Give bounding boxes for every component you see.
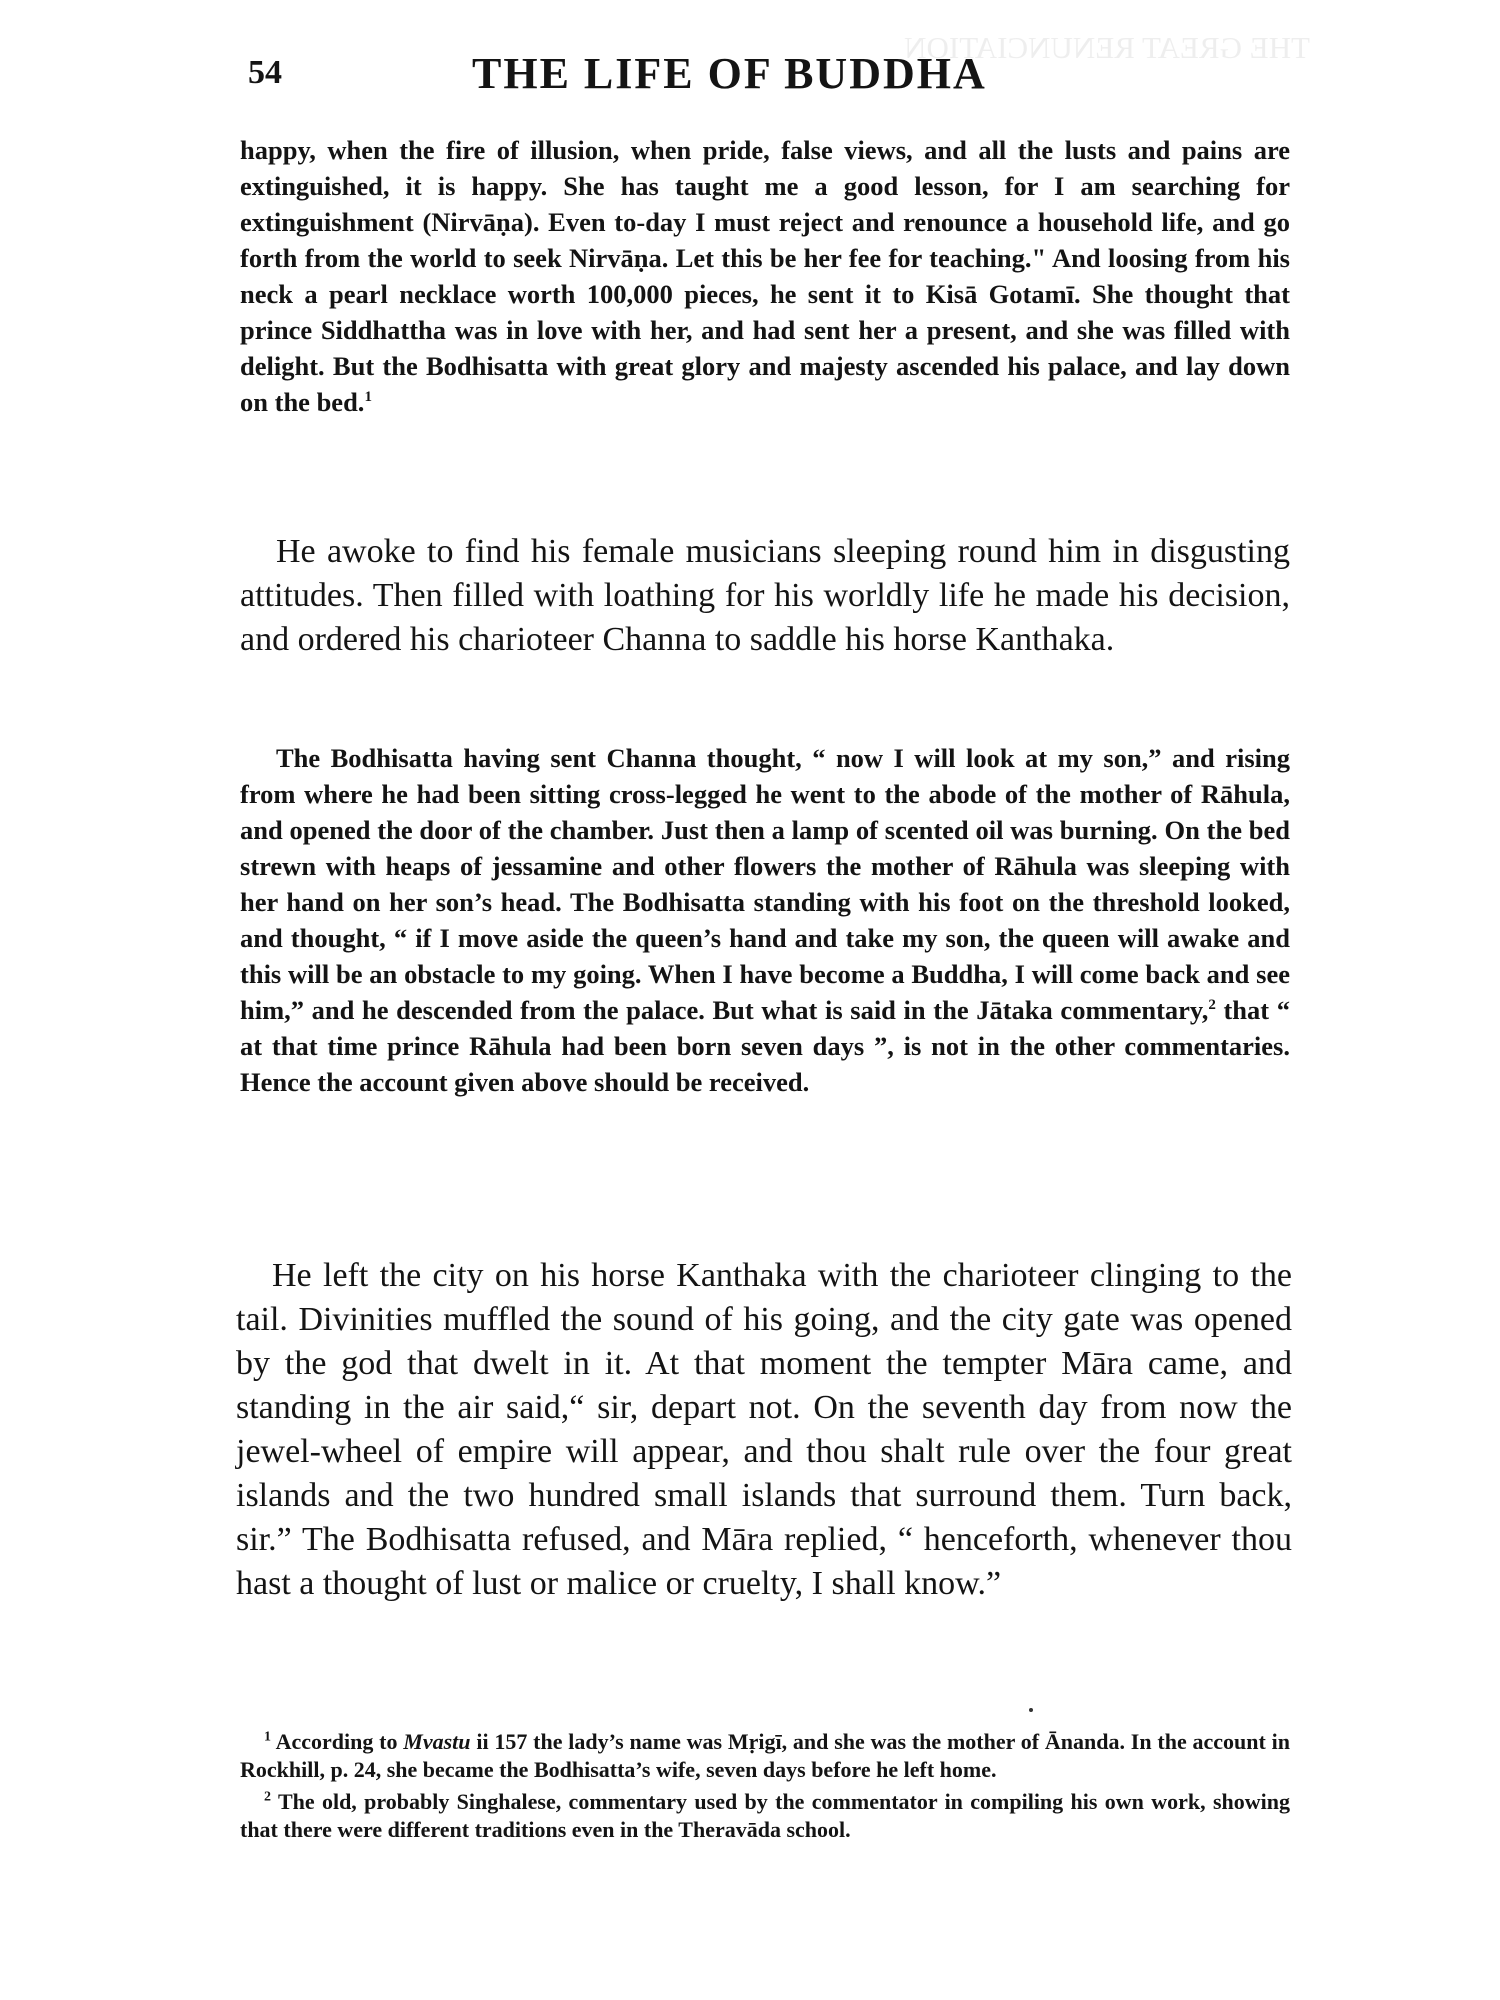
footnote-text: The old, probably Singhalese, commentary used by the commentator in compiling his own work, showing that there were different traditions even in the Theravāda school. <box>240 1789 1290 1842</box>
summary-paragraph-departure <box>236 1254 1292 1606</box>
paragraph-text: He awoke to find his female musicians sleeping round him in disgusting attitudes. Then filled with loathing for his worldly life he made his decision, and ordered his charioteer Channa to saddle his horse Kanthaka. <box>240 533 1290 658</box>
ink-speck <box>1029 1708 1033 1712</box>
footnote-source-title: Mvastu <box>403 1729 471 1754</box>
footnotes <box>240 1728 1290 1848</box>
paragraph-text: He left the city on his horse Kanthaka with the charioteer clinging to the tail. Divinities muffled the sound of his going, and the city gate was opened by the god that dwelt in it. At that moment the tempter Māra came, and standing in the air said,“ sir, depart not. On the seventh day from now the jewel-wheel of empire will appear, and thou shalt rule over the four great islands and the two hundred small islands that surround them. Turn back, sir.” The Bodhisatta refused, and Māra replied, “ henceforth, whenever thou hast a thought of lust or malice or cruelty, I shall know.” <box>236 1257 1292 1602</box>
summary-paragraph-awakening <box>240 530 1290 662</box>
footnote-text: ii 157 the lady’s name was Mṛigī, and she was the mother of Ānanda. In the account in Rockhill, p. 24, she became the Bodhisatta’s wife, seven days before he left home. <box>240 1729 1290 1782</box>
paragraph-continued <box>240 132 1290 420</box>
page-header <box>248 48 1288 108</box>
paragraph-text: that “ at that time prince Rāhula had been born seven days ”, is not in the other commentaries. Hence the account given above should be received. <box>240 995 1290 1097</box>
paragraph-rahula <box>240 740 1290 1100</box>
running-title: THE LIFE OF BUDDHA <box>472 49 987 98</box>
footnote-mark: 1 <box>264 1729 271 1745</box>
footnote-text: According to <box>271 1729 404 1754</box>
bleed-through-line: THE GREAT RENUNCIATION <box>904 30 1310 65</box>
paragraph-text: The Bodhisatta having sent Channa thought, “ now I will look at my son,” and rising from where he had been sitting cross-legged he went to the abode of the mother of Rāhula, and opened the door of the chamber. Just then a lamp of scented oil was burning. On the bed strewn with heaps of jessamine and other flowers the mother of Rāhula was sleeping with her hand on her son’s head. The Bodhisatta standing with his foot on the threshold looked, and thought, “ if I move aside the queen’s hand and take my son, the queen will awake and this will be an obstacle to my going. When I have become a Buddha, I will come back and see him,” and he descended from the palace. But what is said in the Jātaka commentary, <box>240 743 1290 1025</box>
footnote-ref-1: 1 <box>364 389 372 406</box>
footnote-1 <box>240 1728 1290 1784</box>
paragraph-text: happy, when the fire of illusion, when pride, false views, and all the lusts and pains are extinguished, it is happy. She has taught me a good lesson, for I am searching for extinguishment (Nirvāṇa). Even to-day I must reject and renounce a household life, and go forth from the world to seek Nirvāṇa. Let this be her fee for teaching." And loosing from his neck a pearl necklace worth 100,000 pieces, he sent it to Kisā Gotamī. She thought that prince Siddhattha was in love with her, and had sent her a present, and she was filled with delight. But the Bodhisatta with great glory and majesty ascended his palace, and lay down on the bed. <box>240 135 1290 417</box>
footnote-mark: 2 <box>264 1789 271 1805</box>
footnote-2 <box>240 1788 1290 1844</box>
footnote-ref-2: 2 <box>1208 997 1216 1014</box>
page-number: 54 <box>248 54 282 91</box>
